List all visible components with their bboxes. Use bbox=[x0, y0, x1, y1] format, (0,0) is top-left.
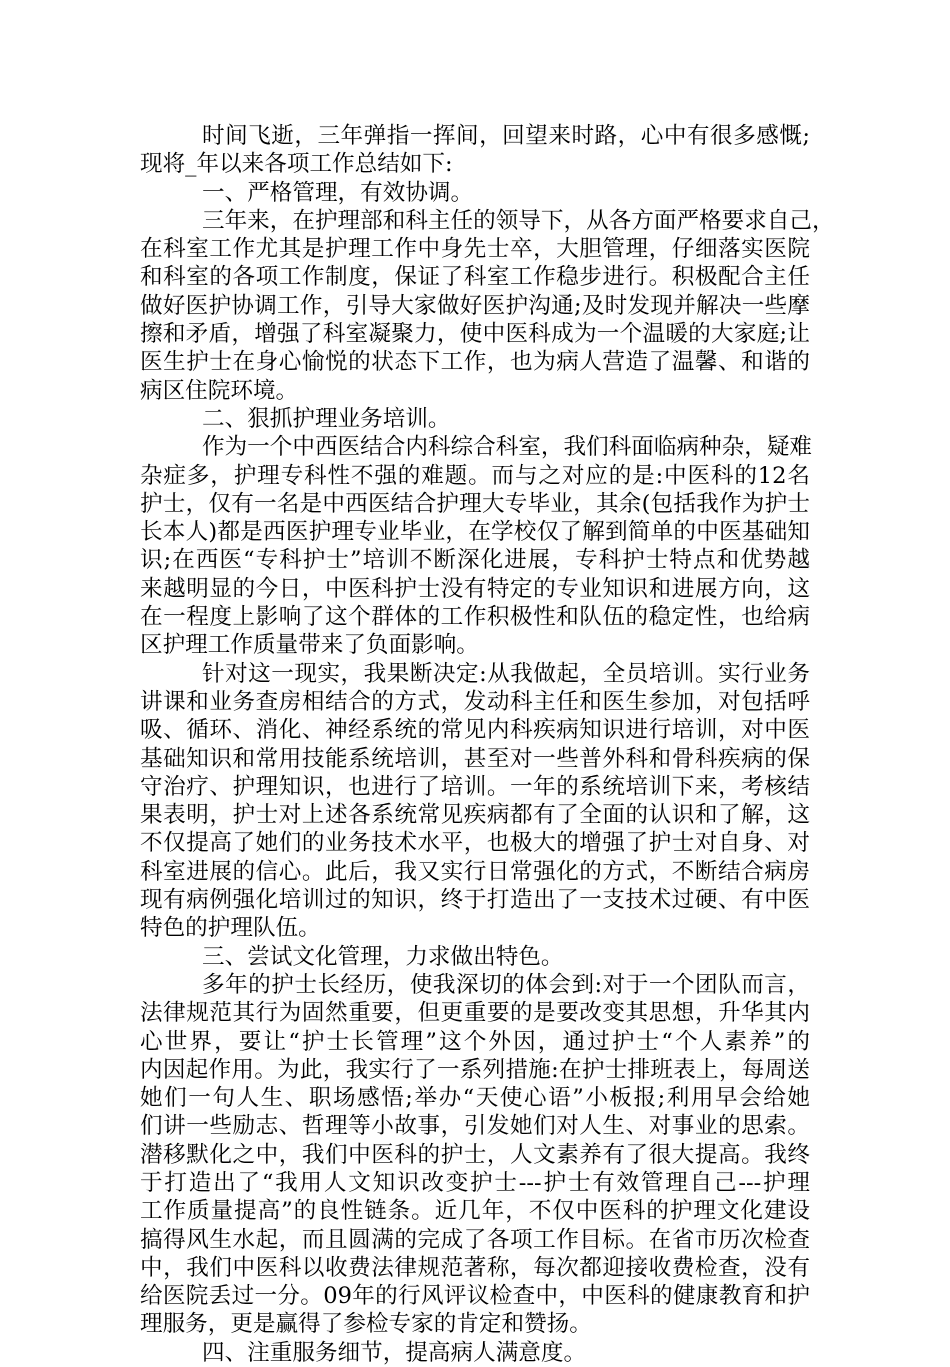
text-line: 医生护士在身心愉悦的状态下工作，也为病人营造了温馨、和谐的 bbox=[140, 349, 810, 376]
text-line: 现将_年以来各项工作总结如下: bbox=[140, 151, 453, 178]
text-line: 特色的护理队伍。 bbox=[140, 915, 321, 942]
section-heading: 三、尝试文化管理，力求做出特色。 bbox=[202, 943, 564, 970]
text-line: 擦和矛盾，增强了科室凝聚力，使中医科成为一个温暖的大家庭;让 bbox=[140, 321, 810, 348]
text-line: 病区住院环境。 bbox=[140, 377, 299, 404]
text-line: 护士，仅有一名是中西医结合护理大专毕业，其余(包括我作为护士 bbox=[140, 490, 810, 517]
text-line: 吸、循环、消化、神经系统的常见内科疾病知识进行培训，对中医 bbox=[140, 717, 810, 744]
text-line: 区护理工作质量带来了负面影响。 bbox=[140, 632, 479, 659]
section-heading: 二、狠抓护理业务培训。 bbox=[202, 405, 451, 432]
text-line: 们讲一些励志、哲理等小故事，引发她们对人生、对事业的思索。 bbox=[140, 1113, 810, 1140]
text-line: 讲课和业务查房相结合的方式，发动科主任和医生参加，对包括呼 bbox=[140, 688, 810, 715]
text-line: 在科室工作尤其是护理工作中身先士卒，大胆管理，仔细落实医院 bbox=[140, 236, 810, 263]
text-line: 现有病例强化培训过的知识，终于打造出了一支技术过硬、有中医 bbox=[140, 887, 810, 914]
text-line: 多年的护士长经历，使我深切的体会到:对于一个团队而言， bbox=[202, 971, 810, 998]
text-line: 潜移默化之中，我们中医科的护士，人文素养有了很大提高。我终 bbox=[140, 1141, 810, 1168]
text-line: 法律规范其行为固然重要，但更重要的是要改变其思想，升华其内 bbox=[140, 1000, 810, 1027]
text-line: 搞得风生水起，而且圆满的完成了各项工作目标。在省市历次检查 bbox=[140, 1226, 810, 1253]
text-line: 时间飞逝，三年弹指一挥间，回望来时路，心中有很多感慨; bbox=[202, 123, 810, 149]
text-line: 做好医护协调工作，引导大家做好医护沟通;及时发现并解决一些摩 bbox=[140, 292, 810, 319]
text-line: 于打造出了“我用人文知识改变护士---护士有效管理自己---护理 bbox=[140, 1169, 810, 1196]
text-line: 来越明显的今日，中医科护士没有特定的专业知识和进展方向，这 bbox=[140, 575, 810, 602]
document-body bbox=[140, 122, 835, 1367]
text-line: 识;在西医“专科护士”培训不断深化进展，专科护士特点和优势越 bbox=[140, 547, 810, 574]
text-line: 心世界，要让“护士长管理”这个外因，通过护士“个人素养”的 bbox=[140, 1028, 810, 1055]
text-line: 长本人)都是西医护理专业毕业，在学校仅了解到简单的中医基础知 bbox=[140, 519, 810, 546]
text-line: 守治疗、护理知识，也进行了培训。一年的系统培训下来，考核结 bbox=[140, 773, 810, 800]
text-line: 和科室的各项工作制度，保证了科室工作稳步进行。积极配合主任 bbox=[140, 264, 810, 291]
text-line: 基础知识和常用技能系统培训，甚至对一些普外科和骨科疾病的保 bbox=[140, 745, 810, 772]
section-heading: 四、注重服务细节，提高病人满意度。 bbox=[202, 1339, 587, 1366]
text-line: 针对这一现实，我果断决定:从我做起，全员培训。实行业务 bbox=[202, 660, 810, 687]
text-line: 科室进展的信心。此后，我又实行日常强化的方式，不断结合病房 bbox=[140, 858, 810, 885]
text-line: 杂症多，护理专科性不强的难题。而与之对应的是:中医科的12名 bbox=[140, 462, 810, 489]
text-line: 她们一句人生、职场感悟;举办“天使心语”小板报;利用早会给她 bbox=[140, 1085, 810, 1112]
text-line: 给医院丢过一分。09年的行风评议检查中，中医科的健康教育和护 bbox=[140, 1283, 810, 1310]
text-line: 三年来，在护理部和科主任的领导下，从各方面严格要求自己， bbox=[202, 207, 835, 234]
text-line: 作为一个中西医结合内科综合科室，我们科面临病种杂，疑难 bbox=[202, 434, 813, 461]
text-line: 不仅提高了她们的业务技术水平，也极大的增强了护士对自身、对 bbox=[140, 830, 810, 857]
section-heading: 一、严格管理，有效协调。 bbox=[202, 179, 474, 206]
text-line: 在一程度上影响了这个群体的工作积极性和队伍的稳定性，也给病 bbox=[140, 604, 810, 631]
text-line: 果表明，护士对上述各系统常见疾病都有了全面的认识和了解，这 bbox=[140, 802, 810, 829]
text-line: 内因起作用。为此，我实行了一系列措施:在护士排班表上，每周送 bbox=[140, 1056, 810, 1083]
text-line: 中，我们中医科以收费法律规范著称，每次都迎接收费检查，没有 bbox=[140, 1254, 810, 1281]
text-line: 理服务，更是赢得了参检专家的肯定和赞扬。 bbox=[140, 1311, 592, 1338]
text-line: 工作质量提高”的良性链条。近几年，不仅中医科的护理文化建设 bbox=[140, 1198, 810, 1225]
